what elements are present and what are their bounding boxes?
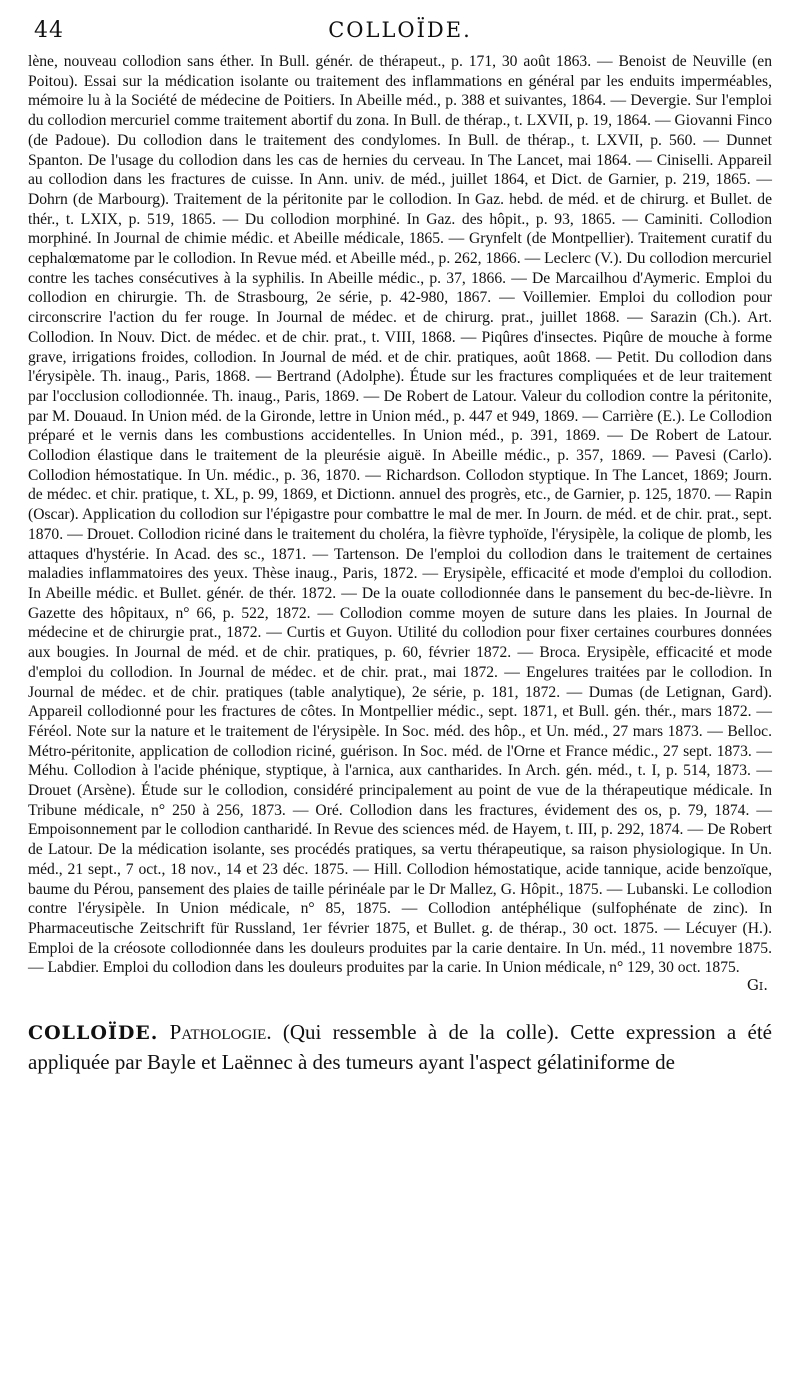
page-number: 44 bbox=[34, 18, 64, 43]
bibliography-paragraph: lène, nouveau collodion sans éther. In Bull. génér. de thérapeut., p. 171, 30 août 1863. — Benoist de Neuville (en Poitou). Essai sur la médication isolante ou traitement des inflammations en général par les enduits imperméables, mémoire lu à la Société de médecine de Poitiers. In Abeille méd., p. 388 et suivantes, 1864. — Devergie. Sur l'emploi du collodion mercuriel comme traitement abortif du zona. In Bull. de thérap., t. LXVII, p. 19, 1864. — Giovanni Finco (de Padoue). Du collodion dans le traitement des condylomes. In Bull. de thérap., t. LXVII, p. 560. — Dunnet Spanton. De l'usage du collodion dans les cas de hernies du cerveau. In The Lancet, mai 1864. — Ciniselli. Appareil au collodion dans les fractures de cuisse. In Ann. univ. de méd., juillet 1864, et Dict. de Garnier, p. 219, 1865. — Dohrn (de Marbourg). Traitement de la péritonite par le collodion. In Gaz. hebd. de méd. et de chirurg. et Bullet. de thér., t. LXIX, p. 519, 1865. — Du collodion morphiné. In Gaz. des hôpit., p. 93, 1865. — Caminiti. Collodion morphiné. In Journal de chimie médic. et Abeille médicale, 1865. — Grynfelt (de Montpellier). Traitement curatif du cephalœmatome par le collodion. In Revue méd. et Abeille méd., p. 262, 1866. — Leclerc (V.). Du collodion mercuriel contre les taches consécutives à la syphilis. In Abeille médic., p. 37, 1866. — De Marcailhou d'Aymeric. Emploi du collodion en chirurgie. Th. de Strasbourg, 2e série, p. 42-980, 1867. — Voillemier. Emploi du collodion pour circonscrire l'action du fer rouge. In Journal de médec. et de chirurg. prat., juillet 1868. — Sarazin (Ch.). Art. Collodion. In Nouv. Dict. de médec. et de chir. prat., t. VIII, 1868. — Piqûres d'insectes. Piqûre de mouche à forme grave, irrigations froides, collodion. In Journal de méd. et de chir. pratiques, août 1868. — Petit. Du collodion dans l'érysipèle. Th. inaug., Paris, 1868. — Bertrand (Adolphe). Étude sur les fractures compliquées et de leur traitement par l'occlusion collodionnée. Th. inaug., Paris, 1869. — De Robert de Latour. Valeur du collodion contre la péritonite, par M. Douaud. In Union méd. de la Gironde, lettre in Union méd., p. 447 et 949, 1869. — Carrière (E.). Le Collodion préparé et le vernis dans les combustions accidentelles. In Union méd., p. 391, 1869. — De Robert de Latour. Collodion élastique dans le traitement de la pleurésie aiguë. In Abeille médic., p. 357, 1869. — Pavesi (Carlo). Collodion hémostatique. In Un. médic., p. 36, 1870. — Richardson. Collodon styptique. In The Lancet, 1869; Journ. de médec. et chir. pratique, t. XL, p. 99, 1869, et Dictionn. annuel des progrès, etc., de Garnier, p. 125, 1870. — Rapin (Oscar). Application du collodion sur l'épigastre pour combattre le mal de mer. In Journ. de méd. et de chir. prat., sept. 1870. — Drouet. Collodion riciné dans le traitement du choléra, la fièvre typhoïde, l'érysipèle, la colique de plomb, les attaques d'hystérie. In Acad. des sc., 1871. — Tartenson. De l'emploi du collodion dans le traitement de certaines maladies inflammatoires des yeux. Thèse inaug., Paris, 1872. — Erysipèle, efficacité et mode d'emploi du collodion. In Abeille médic. et Bullet. génér. de thér. 1872. — De la ouate collodionnée dans le pansement du bec-de-lièvre. In Gazette des hôpitaux, n° 66, p. 522, 1872. — Collodion comme moyen de suture dans les plaies. In Journal de médecine et de chirurgie prat., 1872. — Curtis et Guyon. Utilité du collodion pour fixer certaines courbures données aux bougies. In Journal de méd. et de chir. pratiques, p. 60, février 1872. — Broca. Erysipèle, efficacité et mode d'emploi du collodion. In Journal de médec. et de chir. prat., mai 1872. — Engelures traitées par le collodion. In Journal de médec. et de chir. pratiques (table analytique), 2e série, p. 181, 1872. — Dumas (de Letignan, Gard). Appareil collodionné pour les fractures de côtes. In Montpellier médic., sept. 1871, et Bull. gén. thér., mars 1872. — Féréol. Note sur la nature et le traitement de l'érysipèle. In Soc. méd. des hôp., et Un. méd., 27 mars 1873. — Belloc. Métro-péritonite, application de collodion riciné, guérison. In Soc. méd. de l'Orne et France médic., 27 sept. 1873. — Méhu. Collodion à l'acide phénique, styptique, à l'arnica, aux cantharides. In Arch. gén. méd., t. I, p. 514, 1873. — Drouet (Arsène). Étude sur le collodion, considéré principalement au point de vue de la thérapeutique médicale. In Tribune médicale, n° 250 à 256, 1873. — Oré. Collodion dans les fractures, évidement des os, p. 79, 1874. — Empoisonnement par le collodion cantharidé. In Revue des sciences méd. de Hayem, t. III, p. 292, 1874. — De Robert de Latour. De la médication isolante, ses procédés pratiques, sa vertu thérapeutique, sa raison physiologique. In Un. méd., 21 sept., 7 oct., 18 nov., 14 et 23 déc. 1875. — Hill. Collodion hémostatique, acide tannique, acide benzoïque, baume du Pérou, pansement des plaies de taille périnéale par le Dr Mallez, G. Hôpit., 1875. — Lubanski. Le collodion contre l'érysipèle. In Union médicale, n° 85, 1875. — Collodion antéphélique (sulfophénate de zinc). In Pharmaceutische Zeitschrift für Russland, 1er février 1875, et Bullet. g. de thérap., 30 oct. 1875. — Lécuyer (H.). Emploi de la créosote collodionnée dans les douleurs produites par la carie dentaire. In Un. méd., 11 novembre 1875. — Labdier. Emploi du collodion dans les douleurs produites par la carie. In Union médicale, n° 129, 30 oct. 1875. bbox=[28, 53, 772, 977]
author-signature: Gi. bbox=[746, 976, 768, 995]
article-body-text: (Qui ressemble à de la colle). Cette expression a été appliquée par Bayle et Laënnec à des tumeurs ayant l'aspect gélatiniforme de bbox=[28, 1020, 772, 1075]
article-headword: COLLOÏDE. bbox=[28, 1022, 159, 1045]
running-head bbox=[28, 14, 772, 44]
article-section-label: Pathologie. bbox=[169, 1020, 272, 1045]
running-title: COLLOÏDE. bbox=[328, 18, 472, 42]
article-entry bbox=[28, 1018, 772, 1077]
document-page bbox=[28, 14, 772, 1380]
